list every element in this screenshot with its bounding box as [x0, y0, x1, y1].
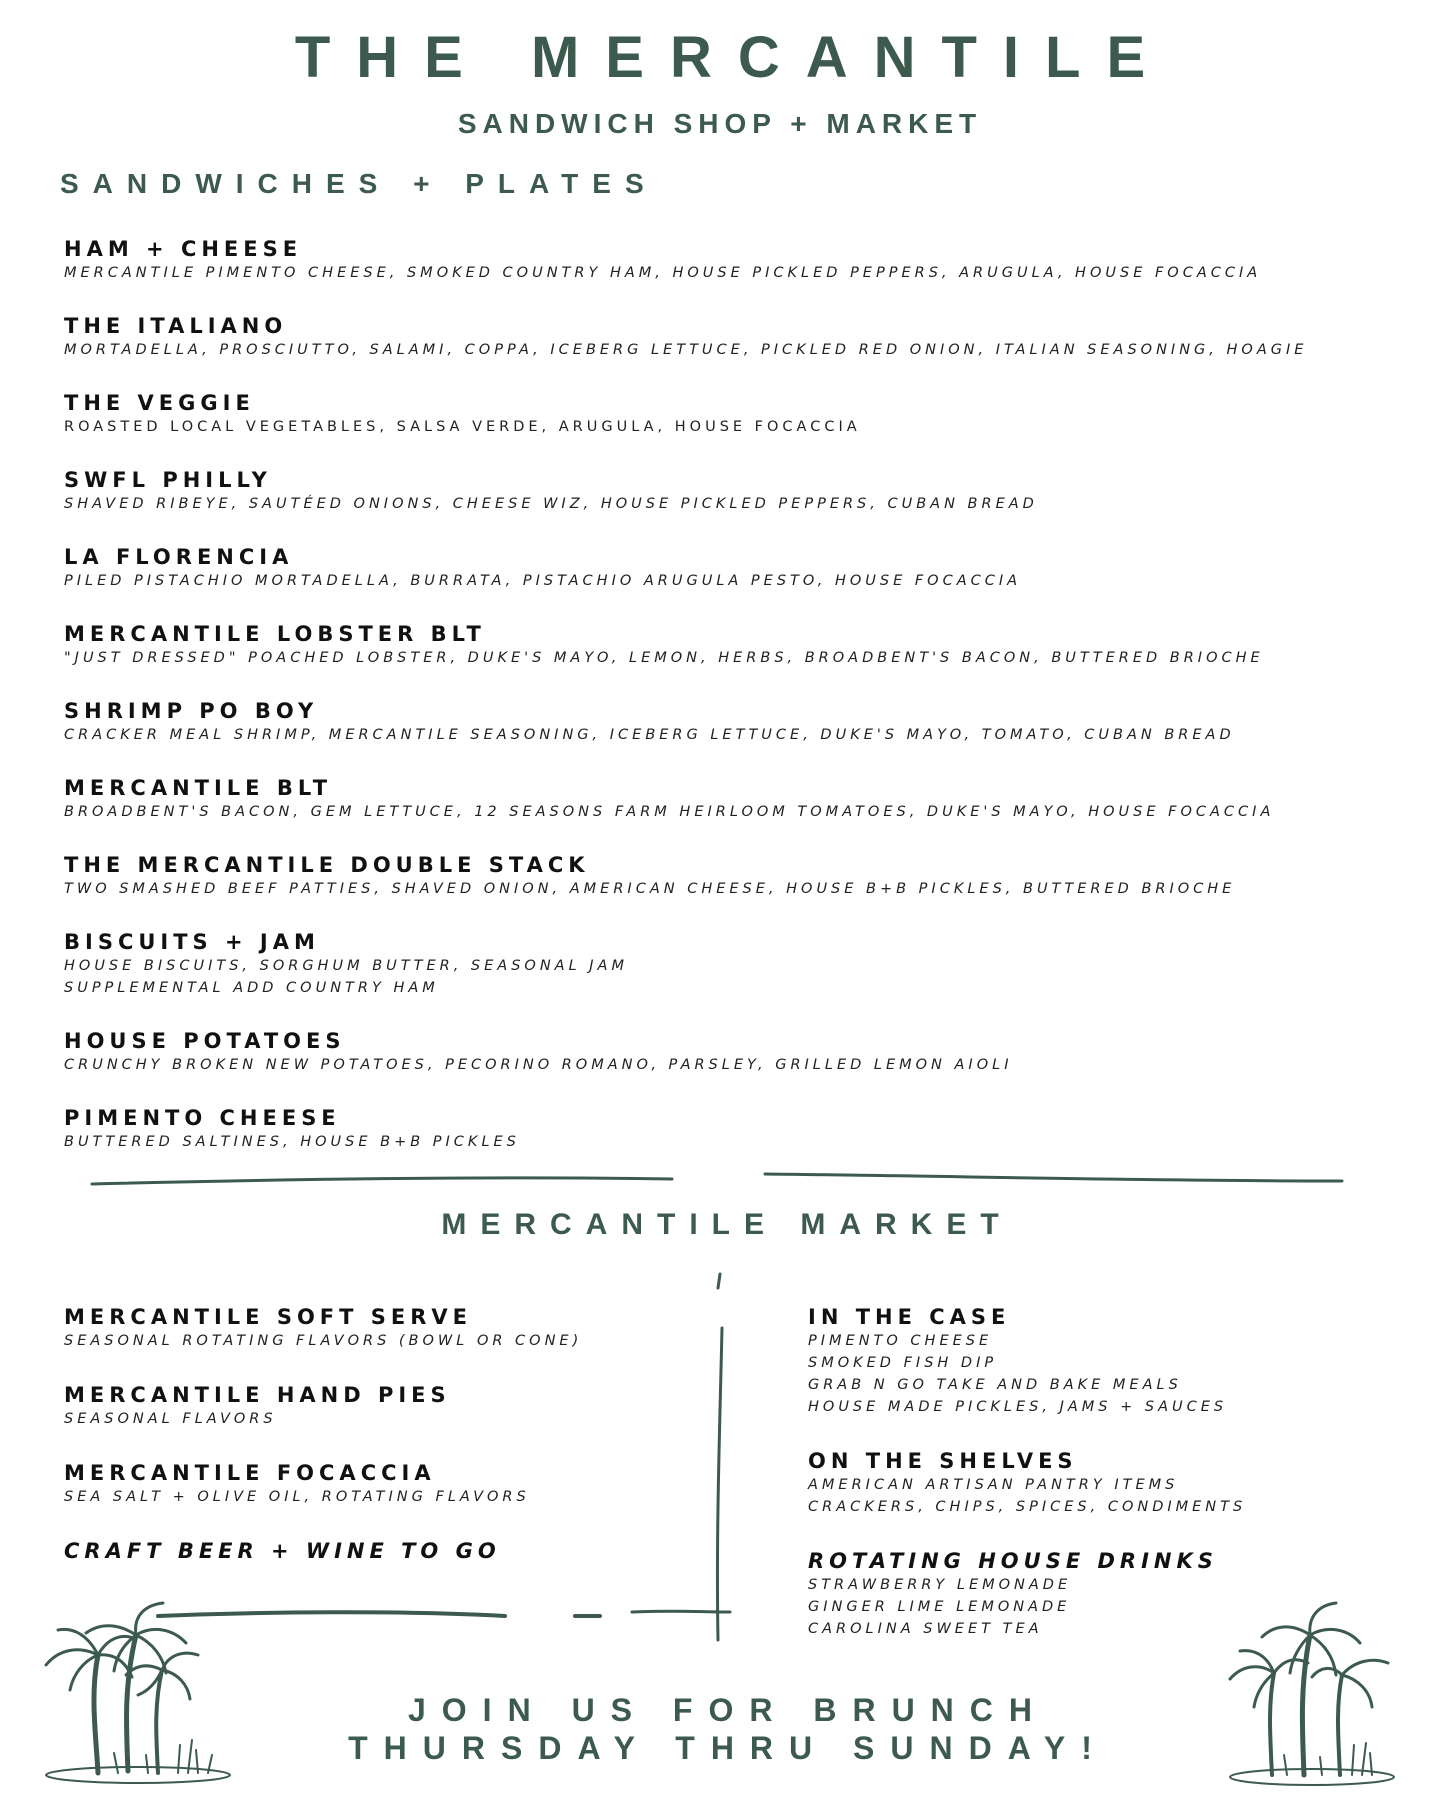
market-item-detail: SEASONAL FLAVORS	[64, 1411, 277, 1427]
market-item-detail: STRAWBERRY LEMONADE	[808, 1577, 1072, 1593]
menu-item-description: PILED PISTACHIO MORTADELLA, BURRATA, PISTACHIO ARUGULA PESTO, HOUSE FOCACCIA	[64, 573, 1022, 589]
market-item	[64, 1382, 684, 1430]
menu-item-name: SWFL PHILLY	[64, 468, 272, 492]
menu-item	[64, 313, 1384, 390]
market-item-name: IN THE CASE	[808, 1305, 1011, 1329]
menu-item-description: BROADBENT'S BACON, GEM LETTUCE, 12 SEASONS FARM HEIRLOOM TOMATOES, DUKE'S MAYO, HOUSE FOCACCIA	[64, 804, 1275, 820]
market-item-name: ON THE SHELVES	[808, 1449, 1078, 1473]
menu-item-name: HOUSE POTATOES	[64, 1029, 346, 1053]
market-item-name: CRAFT BEER + WINE TO GO	[64, 1539, 501, 1563]
menu-item	[64, 544, 1384, 621]
market-item-detail: GINGER LIME LEMONADE	[808, 1599, 1071, 1615]
market-item	[808, 1448, 1408, 1518]
menu-item-description: CRUNCHY BROKEN NEW POTATOES, PECORINO ROMANO, PARSLEY, GRILLED LEMON AIOLI	[64, 1057, 1013, 1073]
menu-item-description: "JUST DRESSED" POACHED LOBSTER, DUKE'S MAYO, LEMON, HERBS, BROADBENT'S BACON, BUTTERED BRIOCHE	[64, 650, 1264, 666]
menu-item	[64, 236, 1384, 313]
menu-item	[64, 467, 1384, 544]
menu-item-name: THE ITALIANO	[64, 314, 288, 338]
market-item-detail: SEASONAL ROTATING FLAVORS (BOWL OR CONE)	[64, 1333, 583, 1349]
menu-item-description: MORTADELLA, PROSCIUTTO, SALAMI, COPPA, ICEBERG LETTUCE, PICKLED RED ONION, ITALIAN SEASONING, HOAGIE	[64, 342, 1308, 358]
menu-item-description: CRACKER MEAL SHRIMP, MERCANTILE SEASONING, ICEBERG LETTUCE, DUKE'S MAYO, TOMATO, CUBAN BREAD	[64, 727, 1235, 743]
menu-item	[64, 775, 1384, 852]
market-item-detail: SMOKED FISH DIP	[808, 1355, 998, 1371]
menu-item-description: SUPPLEMENTAL ADD COUNTRY HAM	[64, 980, 439, 996]
brunch-line-1: JOIN US FOR BRUNCH	[407, 1692, 1048, 1728]
market-item-name: MERCANTILE FOCACCIA	[64, 1461, 436, 1485]
menu-item-description: TWO SMASHED BEEF PATTIES, SHAVED ONION, AMERICAN CHEESE, HOUSE B+B PICKLES, BUTTERED BRIOCHE	[64, 881, 1236, 897]
menu-item-description: SHAVED RIBEYE, SAUTÉED ONIONS, CHEESE WIZ, HOUSE PICKLED PEPPERS, CUBAN BREAD	[64, 496, 1038, 512]
menu-item-description: MERCANTILE PIMENTO CHEESE, SMOKED COUNTRY HAM, HOUSE PICKLED PEPPERS, ARUGULA, HOUSE FOCACCIA	[64, 265, 1262, 281]
sandwich-list	[64, 236, 1384, 1182]
market-item-detail: GRAB N GO TAKE AND BAKE MEALS	[808, 1377, 1182, 1393]
market-item-detail: AMERICAN ARTISAN PANTRY ITEMS	[808, 1477, 1179, 1493]
menu-item-description: ROASTED LOCAL VEGETABLES, SALSA VERDE, ARUGULA, HOUSE FOCACCIA	[64, 419, 861, 435]
market-item-detail: CAROLINA SWEET TEA	[808, 1621, 1043, 1637]
market-item	[64, 1304, 684, 1352]
menu-item-name: HAM + CHEESE	[64, 237, 303, 261]
menu-item	[64, 929, 1384, 1028]
market-item-detail: CRACKERS, CHIPS, SPICES, CONDIMENTS	[808, 1499, 1247, 1515]
menu-item-name: PIMENTO CHEESE	[64, 1106, 341, 1130]
menu-item	[64, 621, 1384, 698]
page-title: THE MERCANTILE	[294, 25, 1172, 90]
market-item-name: MERCANTILE HAND PIES	[64, 1383, 451, 1407]
market-item	[808, 1304, 1408, 1418]
market-item-detail: SEA SALT + OLIVE OIL, ROTATING FLAVORS	[64, 1489, 530, 1505]
menu-item	[64, 1028, 1384, 1105]
page-subtitle: SANDWICH SHOP + MARKET	[457, 108, 983, 139]
section-divider	[0, 1160, 1440, 1200]
market-item	[64, 1460, 684, 1508]
brunch-line-2: THURSDAY THRU SUNDAY!	[348, 1730, 1108, 1766]
market-heading: MERCANTILE MARKET	[441, 1208, 1013, 1241]
menu-item-name: MERCANTILE LOBSTER BLT	[64, 622, 486, 646]
menu-item-name: THE VEGGIE	[64, 391, 255, 415]
menu-item-name: SHRIMP PO BOY	[64, 699, 319, 723]
market-item	[64, 1538, 684, 1564]
menu-item	[64, 852, 1384, 929]
menu-item	[64, 698, 1384, 775]
menu-item	[64, 390, 1384, 467]
market-item-name: ROTATING HOUSE DRINKS	[808, 1549, 1218, 1573]
market-item-detail: HOUSE MADE PICKLES, JAMS + SAUCES	[808, 1399, 1228, 1415]
menu-item-description: HOUSE BISCUITS, SORGHUM BUTTER, SEASONAL JAM	[64, 958, 628, 974]
market-item-name: MERCANTILE SOFT SERVE	[64, 1305, 473, 1329]
sandwiches-heading: SANDWICHES + PLATES	[60, 168, 658, 199]
menu-item-name: MERCANTILE BLT	[64, 776, 333, 800]
menu-item-name: THE MERCANTILE DOUBLE STACK	[64, 853, 590, 877]
menu-item-name: LA FLORENCIA	[64, 545, 294, 569]
market-item-detail: PIMENTO CHEESE	[808, 1333, 993, 1349]
menu-item-name: BISCUITS + JAM	[64, 930, 320, 954]
menu-item-description: BUTTERED SALTINES, HOUSE B+B PICKLES	[64, 1134, 520, 1150]
market-left-column	[64, 1304, 684, 1594]
